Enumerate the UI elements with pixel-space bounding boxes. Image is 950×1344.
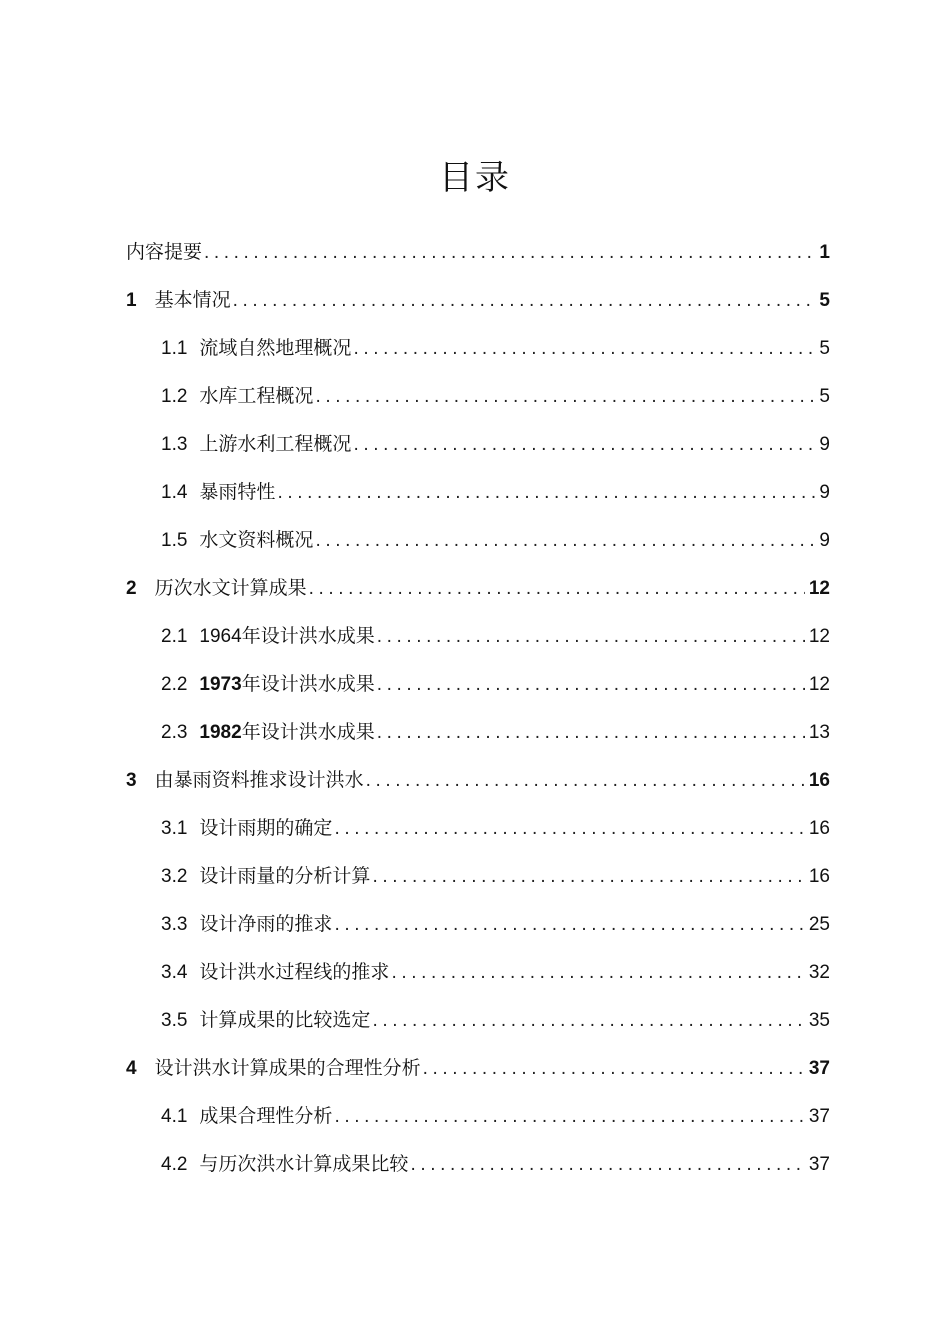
toc-dot-leader xyxy=(366,757,805,805)
toc-entry-number: 1.1 xyxy=(161,338,188,359)
toc-entry-year: 1973 xyxy=(199,674,242,695)
toc-entry-year: 1964 xyxy=(199,626,242,647)
toc-entry-page-number: 5 xyxy=(819,338,830,359)
toc-entry-number: 3.4 xyxy=(161,962,188,983)
toc-entry[interactable] xyxy=(126,228,830,276)
toc-entry-page-number: 35 xyxy=(808,1010,830,1031)
toc-entry-page-number: 12 xyxy=(808,674,830,695)
toc-entry-page-number: 5 xyxy=(819,290,830,311)
toc-entry[interactable] xyxy=(126,948,830,996)
toc-entry-year: 1982 xyxy=(199,722,242,743)
toc-entry-title-text: 年设计洪水成果 xyxy=(241,721,375,743)
toc-entry-number: 1.5 xyxy=(161,530,188,551)
toc-entry-page-number: 37 xyxy=(808,1154,830,1175)
toc-entry-page-number: 16 xyxy=(808,770,830,791)
page-title: 目录 xyxy=(439,158,511,198)
toc-dot-leader xyxy=(334,901,804,949)
toc-entry[interactable] xyxy=(126,516,830,564)
toc-dot-leader xyxy=(315,373,815,421)
toc-entry[interactable] xyxy=(126,372,830,420)
toc-entry[interactable] xyxy=(126,468,830,516)
toc-dot-leader xyxy=(372,997,804,1045)
toc-entry-title: 设计净雨的推求 xyxy=(199,913,333,935)
toc-entry-number: 2.2 xyxy=(161,674,188,695)
toc-entry-title xyxy=(199,612,374,661)
toc-entry[interactable] xyxy=(126,276,830,324)
toc-entry-title: 计算成果的比较选定 xyxy=(199,1009,371,1031)
toc-entry[interactable] xyxy=(126,756,830,804)
toc-entry[interactable] xyxy=(126,420,830,468)
toc-entry-title: 设计雨量的分析计算 xyxy=(199,865,371,887)
toc-entry[interactable] xyxy=(126,612,830,660)
toc-entry-title: 上游水利工程概况 xyxy=(199,433,352,455)
toc-dot-leader xyxy=(391,949,804,997)
toc-dot-leader xyxy=(315,517,815,565)
toc-entry-number: 2.1 xyxy=(161,626,188,647)
toc-entry-number: 2.3 xyxy=(161,722,188,743)
toc-entry-title: 暴雨特性 xyxy=(199,481,276,503)
toc-entry[interactable] xyxy=(126,660,830,708)
toc-entry-number: 1.3 xyxy=(161,434,188,455)
toc-dot-leader xyxy=(353,421,815,469)
toc-entry-title: 水库工程概况 xyxy=(199,385,314,407)
toc-entry-page-number: 5 xyxy=(819,386,830,407)
toc-entry-page-number: 9 xyxy=(819,482,830,503)
toc-entry-title: 设计洪水过程线的推求 xyxy=(199,961,390,983)
toc-entry[interactable] xyxy=(126,708,830,756)
toc-entry-title: 流域自然地理概况 xyxy=(199,337,352,359)
toc-entry-title: 由暴雨资料推求设计洪水 xyxy=(154,769,364,791)
toc-entry-title: 设计雨期的确定 xyxy=(199,817,333,839)
toc-dot-leader xyxy=(334,1093,804,1141)
toc-entry-number: 4.1 xyxy=(161,1106,188,1127)
toc-dot-leader xyxy=(377,661,805,709)
toc-entry-page-number: 32 xyxy=(808,962,830,983)
toc-entry[interactable] xyxy=(126,324,830,372)
toc-entry-page-number: 13 xyxy=(808,722,830,743)
toc-entry-number: 3.1 xyxy=(161,818,188,839)
toc-entry-title: 基本情况 xyxy=(154,289,231,311)
toc-entry[interactable] xyxy=(126,804,830,852)
toc-entry-page-number: 12 xyxy=(808,626,830,647)
toc-entry-number: 3 xyxy=(126,770,137,791)
toc-entry-number: 1 xyxy=(126,290,137,311)
toc-entry-page-number: 37 xyxy=(808,1106,830,1127)
toc-entry-page-number: 16 xyxy=(808,866,830,887)
toc-entry-number: 1.2 xyxy=(161,386,188,407)
toc-dot-leader xyxy=(353,325,815,373)
toc-entry-number: 3.2 xyxy=(161,866,188,887)
toc-entry-page-number: 16 xyxy=(808,818,830,839)
toc-entry-title: 水文资料概况 xyxy=(199,529,314,551)
toc-dot-leader xyxy=(277,469,815,517)
toc-entry[interactable] xyxy=(126,1092,830,1140)
toc-dot-leader xyxy=(377,709,805,757)
toc-entry[interactable] xyxy=(126,1140,830,1188)
toc-entry-page-number: 9 xyxy=(819,530,830,551)
toc-entry-number: 4 xyxy=(126,1058,137,1079)
table-of-contents xyxy=(126,228,830,1188)
toc-entry-page-number: 9 xyxy=(819,434,830,455)
toc-entry-title: 成果合理性分析 xyxy=(199,1105,333,1127)
toc-entry-page-number: 12 xyxy=(808,578,830,599)
toc-entry-page-number: 25 xyxy=(808,914,830,935)
toc-entry-title xyxy=(199,660,374,709)
toc-entry-number: 4.2 xyxy=(161,1154,188,1175)
toc-dot-leader xyxy=(233,277,816,325)
toc-dot-leader xyxy=(334,805,804,853)
toc-entry-number: 3.5 xyxy=(161,1010,188,1031)
toc-entry-page-number: 1 xyxy=(819,242,830,263)
toc-entry-title: 历次水文计算成果 xyxy=(154,577,307,599)
toc-entry-title: 与历次洪水计算成果比较 xyxy=(199,1153,409,1175)
toc-entry[interactable] xyxy=(126,900,830,948)
toc-dot-leader xyxy=(204,229,815,277)
toc-dot-leader xyxy=(309,565,805,613)
toc-dot-leader xyxy=(423,1045,805,1093)
toc-entry-title-text: 年设计洪水成果 xyxy=(241,673,375,695)
toc-dot-leader xyxy=(410,1141,804,1189)
toc-dot-leader xyxy=(377,613,805,661)
toc-entry[interactable] xyxy=(126,996,830,1044)
toc-entry[interactable] xyxy=(126,564,830,612)
toc-entry-title: 设计洪水计算成果的合理性分析 xyxy=(154,1057,421,1079)
toc-entry-title xyxy=(199,708,374,757)
toc-entry-number: 1.4 xyxy=(161,482,188,503)
toc-entry[interactable] xyxy=(126,1044,830,1092)
toc-entry-title-text: 年设计洪水成果 xyxy=(241,625,375,647)
toc-entry-page-number: 37 xyxy=(808,1058,830,1079)
toc-dot-leader xyxy=(372,853,804,901)
toc-entry-number: 3.3 xyxy=(161,914,188,935)
toc-entry-title: 内容提要 xyxy=(126,241,203,263)
toc-entry[interactable] xyxy=(126,852,830,900)
toc-entry-number: 2 xyxy=(126,578,137,599)
